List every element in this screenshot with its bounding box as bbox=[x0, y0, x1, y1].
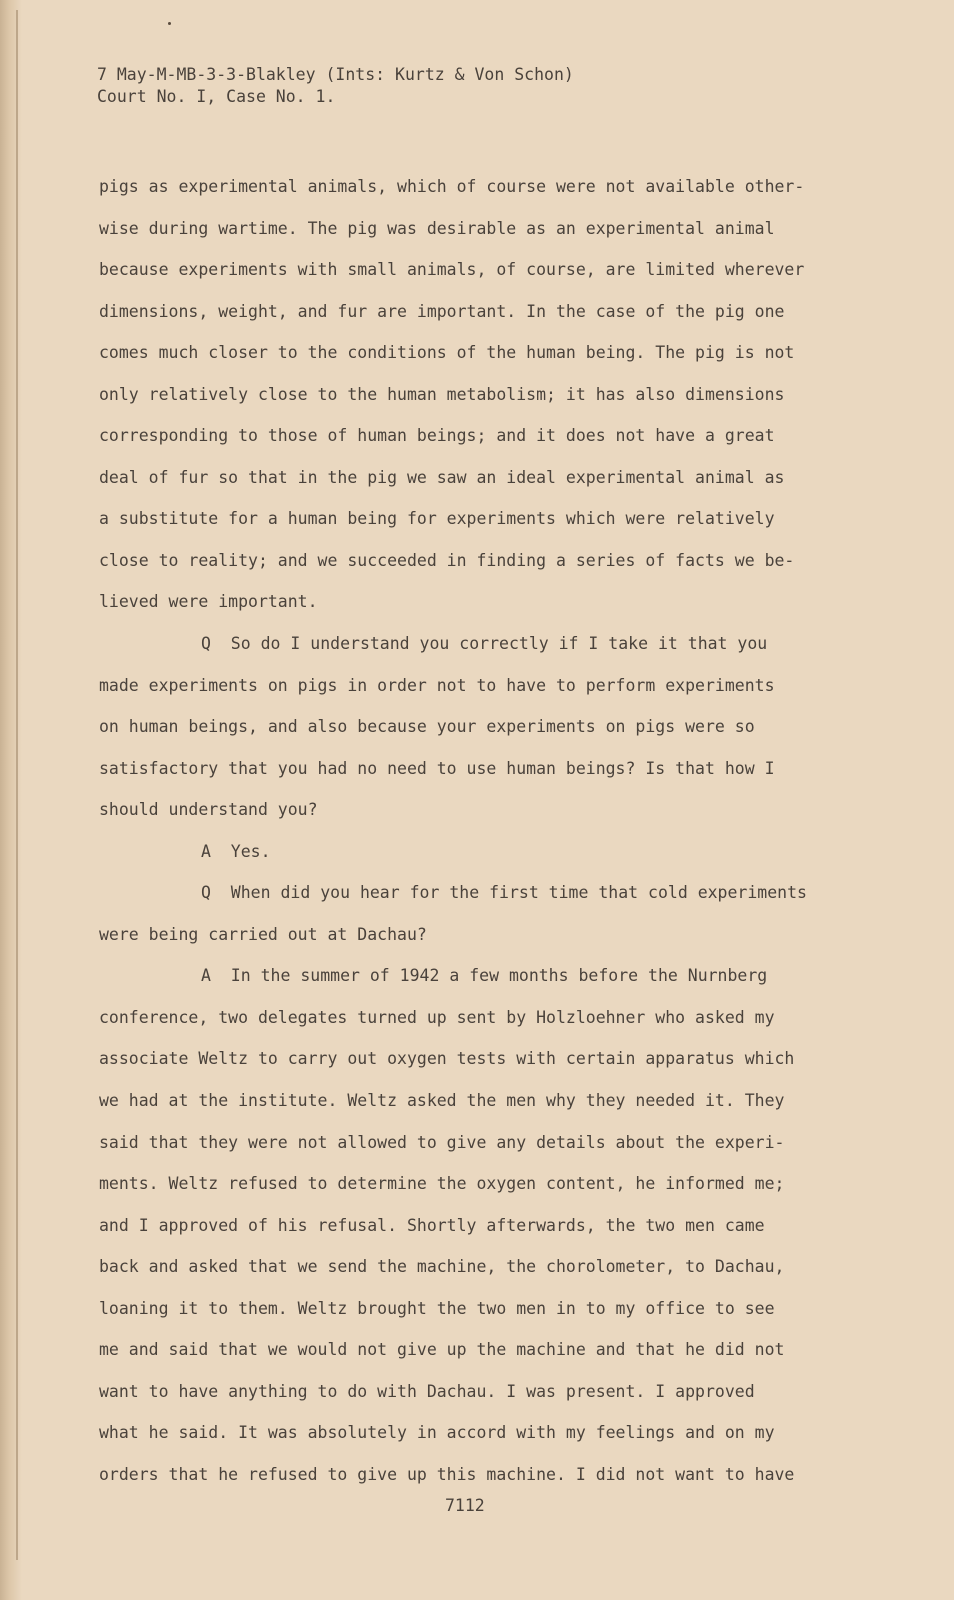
body-line: dimensions, weight, and fur are important. In the case of the pig one bbox=[99, 301, 785, 321]
body-line: and I approved of his refusal. Shortly afterwards, the two men came bbox=[99, 1215, 765, 1235]
body-line: corresponding to those of human beings; and it does not have a great bbox=[99, 426, 775, 446]
body-line: orders that he refused to give up this machine. I did not want to have bbox=[99, 1464, 795, 1484]
header-line-2: Court No. I, Case No. 1. bbox=[97, 87, 336, 106]
body-line: conference, two delegates turned up sent by Holzloehner who asked my bbox=[99, 1007, 775, 1027]
body-line: what he said. It was absolutely in accord with my feelings and on my bbox=[99, 1423, 775, 1443]
body-line: a substitute for a human being for experiments which were relatively bbox=[99, 509, 775, 529]
transcript-body bbox=[99, 166, 839, 1496]
body-line: close to reality; and we succeeded in finding a series of facts we be- bbox=[99, 550, 795, 570]
body-line: pigs as experimental animals, which of course were not available other- bbox=[99, 177, 805, 196]
answer-line: A In the summer of 1942 a few months before the Nurnberg bbox=[201, 966, 768, 986]
body-line: were being carried out at Dachau? bbox=[99, 924, 427, 944]
body-line: comes much closer to the conditions of the human being. The pig is not bbox=[99, 343, 795, 363]
header-line-1: 7 May-M-MB-3-3-Blakley (Ints: Kurtz & Von Schon) bbox=[97, 65, 574, 84]
body-line: we had at the institute. Weltz asked the men why they needed it. They bbox=[99, 1091, 785, 1111]
question-line: Q So do I understand you correctly if I take it that you bbox=[201, 634, 768, 654]
body-line: said that they were not allowed to give any details about the experi- bbox=[99, 1132, 785, 1152]
body-line: because experiments with small animals, of course, are limited wherever bbox=[99, 260, 805, 280]
body-line: me and said that we would not give up the machine and that he did not bbox=[99, 1340, 785, 1360]
body-line: ments. Weltz refused to determine the oxygen content, he informed me; bbox=[99, 1174, 785, 1194]
document-header bbox=[97, 64, 574, 108]
body-line: back and asked that we send the machine, the chorolometer, to Dachau, bbox=[99, 1257, 785, 1277]
body-line: wise during wartime. The pig was desirable as an experimental animal bbox=[99, 218, 775, 238]
page-number: 7112 bbox=[445, 1496, 485, 1515]
body-line: should understand you? bbox=[99, 800, 318, 820]
body-line: on human beings, and also because your experiments on pigs were so bbox=[99, 717, 755, 737]
body-line: made experiments on pigs in order not to have to perform experiments bbox=[99, 675, 775, 695]
page-left-edge bbox=[0, 0, 22, 1600]
body-line: loaning it to them. Weltz brought the two men in to my office to see bbox=[99, 1298, 775, 1318]
body-line: only relatively close to the human metabolism; it has also dimensions bbox=[99, 384, 785, 404]
question-line: Q When did you hear for the first time that cold experiments bbox=[201, 883, 807, 903]
body-line: lieved were important. bbox=[99, 592, 318, 612]
answer-line: A Yes. bbox=[201, 841, 271, 861]
paper-speck bbox=[168, 22, 171, 25]
body-line: deal of fur so that in the pig we saw an ideal experimental animal as bbox=[99, 467, 785, 487]
body-line: associate Weltz to carry out oxygen tests with certain apparatus which bbox=[99, 1049, 795, 1069]
body-line: want to have anything to do with Dachau. I was present. I approved bbox=[99, 1381, 755, 1401]
binding-line bbox=[16, 10, 18, 1560]
body-line: satisfactory that you had no need to use human beings? Is that how I bbox=[99, 758, 775, 778]
